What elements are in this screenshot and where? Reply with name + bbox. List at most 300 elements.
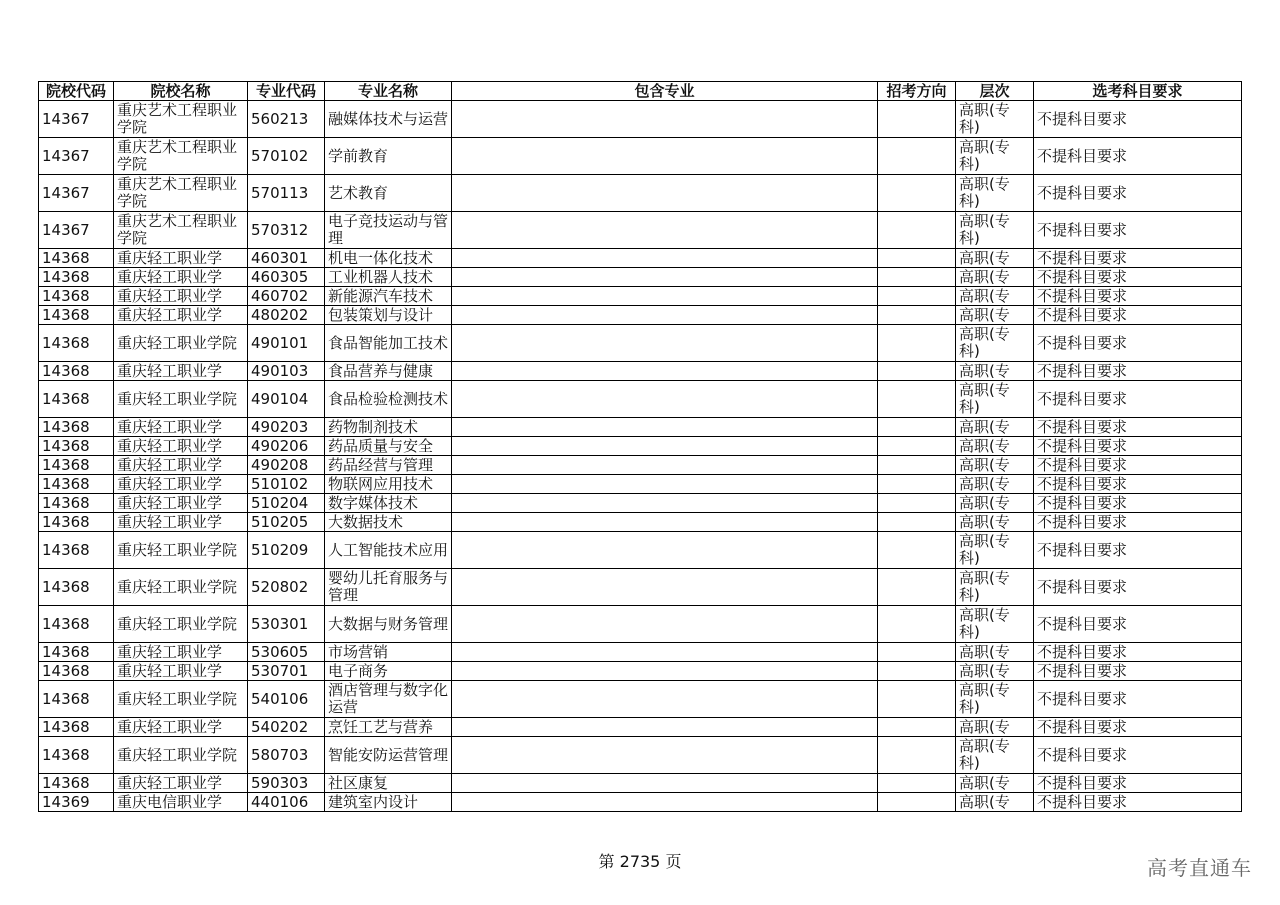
cell-major-code bbox=[248, 494, 325, 513]
cell-level bbox=[956, 212, 1034, 249]
page-number: 第 2735 页 bbox=[598, 852, 682, 871]
cell-level bbox=[956, 418, 1034, 437]
cell-included-majors bbox=[452, 268, 878, 287]
cell-major-code-text: 490101 bbox=[251, 334, 309, 352]
cell-direction-text bbox=[881, 719, 952, 736]
cell-major-code bbox=[248, 175, 325, 212]
cell-school-name-text: 重庆轻工职业学 bbox=[117, 306, 223, 324]
cell-included-majors bbox=[452, 249, 878, 268]
cell-level bbox=[956, 774, 1034, 793]
cell-included-majors bbox=[452, 532, 878, 569]
cell-school-name-text: 重庆轻工职业学院 bbox=[117, 615, 238, 633]
cell-level-text: 高职(专科) bbox=[959, 607, 1010, 641]
cell-major-code bbox=[248, 138, 325, 175]
table-row bbox=[39, 606, 1242, 643]
cell-subject-requirement bbox=[1034, 662, 1242, 681]
cell-level-text: 高职(专科) bbox=[959, 326, 1010, 360]
cell-level-text: 高职(专科) bbox=[959, 213, 1010, 247]
cell-included-majors-text bbox=[455, 719, 874, 736]
cell-major-code bbox=[248, 774, 325, 793]
header-level: 层次 bbox=[956, 82, 1034, 101]
cell-direction-text bbox=[881, 288, 952, 305]
cell-school-name bbox=[114, 456, 248, 475]
cell-level-text: 高职(专 bbox=[959, 513, 1010, 531]
cell-school-name-text: 重庆轻工职业学 bbox=[117, 662, 223, 680]
cell-included-majors bbox=[452, 138, 878, 175]
cell-direction bbox=[878, 737, 956, 774]
cell-major-name-text: 融媒体技术与运营 bbox=[328, 110, 448, 128]
cell-subject-requirement-text: 不提科目要求 bbox=[1037, 793, 1128, 811]
cell-major-code bbox=[248, 606, 325, 643]
cell-subject-requirement-text: 不提科目要求 bbox=[1037, 221, 1128, 239]
cell-school-code-text: 14368 bbox=[42, 513, 90, 531]
cell-subject-requirement-text: 不提科目要求 bbox=[1037, 184, 1128, 202]
cell-major-name-text: 大数据与财务管理 bbox=[328, 615, 448, 633]
cell-included-majors bbox=[452, 681, 878, 718]
cell-subject-requirement-text: 不提科目要求 bbox=[1037, 147, 1128, 165]
cell-school-name bbox=[114, 681, 248, 718]
cell-level bbox=[956, 287, 1034, 306]
cell-school-name-text: 重庆轻工职业学 bbox=[117, 437, 223, 455]
cell-school-name-text: 重庆轻工职业学院 bbox=[117, 334, 238, 352]
table-row bbox=[39, 475, 1242, 494]
table-row bbox=[39, 212, 1242, 249]
cell-included-majors-text bbox=[455, 495, 874, 512]
cell-direction bbox=[878, 643, 956, 662]
cell-major-name bbox=[325, 287, 452, 306]
cell-included-majors bbox=[452, 175, 878, 212]
cell-major-code-text: 570113 bbox=[251, 184, 309, 202]
cell-level bbox=[956, 606, 1034, 643]
cell-school-name-text: 重庆艺术工程职业学院 bbox=[117, 102, 238, 136]
cell-level bbox=[956, 494, 1034, 513]
cell-school-name-text: 重庆轻工职业学院 bbox=[117, 690, 238, 708]
cell-major-name bbox=[325, 325, 452, 362]
cell-school-code bbox=[39, 212, 114, 249]
cell-school-name bbox=[114, 793, 248, 812]
cell-major-name bbox=[325, 456, 452, 475]
cell-level-text: 高职(专 bbox=[959, 287, 1010, 305]
cell-subject-requirement bbox=[1034, 569, 1242, 606]
cell-direction-text bbox=[881, 457, 952, 474]
admissions-table bbox=[38, 81, 1242, 812]
cell-major-code bbox=[248, 268, 325, 287]
cell-school-code-text: 14368 bbox=[42, 541, 90, 559]
cell-subject-requirement bbox=[1034, 774, 1242, 793]
cell-major-name-text: 电子竞技运动与管理 bbox=[328, 213, 448, 247]
table-row bbox=[39, 175, 1242, 212]
cell-school-name-text: 重庆轻工职业学 bbox=[117, 494, 223, 512]
table-row bbox=[39, 513, 1242, 532]
cell-subject-requirement-text: 不提科目要求 bbox=[1037, 334, 1128, 352]
cell-direction bbox=[878, 381, 956, 418]
cell-direction bbox=[878, 287, 956, 306]
cell-level bbox=[956, 138, 1034, 175]
cell-major-name-text: 药物制剂技术 bbox=[328, 418, 419, 436]
cell-school-name bbox=[114, 381, 248, 418]
cell-included-majors-text bbox=[455, 269, 874, 286]
cell-major-code-text: 530301 bbox=[251, 615, 309, 633]
cell-direction bbox=[878, 475, 956, 494]
cell-subject-requirement-text: 不提科目要求 bbox=[1037, 475, 1128, 493]
cell-major-code-text: 460301 bbox=[251, 249, 309, 267]
cell-school-code-text: 14369 bbox=[42, 793, 90, 811]
cell-level-text: 高职(专 bbox=[959, 793, 1010, 811]
cell-included-majors bbox=[452, 437, 878, 456]
cell-major-name-text: 酒店管理与数字化运营 bbox=[328, 682, 448, 716]
table-row bbox=[39, 268, 1242, 287]
cell-direction bbox=[878, 437, 956, 456]
cell-subject-requirement bbox=[1034, 306, 1242, 325]
cell-direction bbox=[878, 325, 956, 362]
cell-direction-text bbox=[881, 794, 952, 811]
cell-major-name-text: 食品营养与健康 bbox=[328, 362, 434, 380]
cell-included-majors-text bbox=[455, 663, 874, 680]
cell-major-code-text: 530701 bbox=[251, 662, 309, 680]
cell-major-name bbox=[325, 681, 452, 718]
cell-school-code-text: 14368 bbox=[42, 774, 90, 792]
cell-direction-text bbox=[881, 514, 952, 531]
cell-major-name bbox=[325, 662, 452, 681]
table-row bbox=[39, 306, 1242, 325]
cell-level-text: 高职(专 bbox=[959, 306, 1010, 324]
cell-major-name-text: 食品智能加工技术 bbox=[328, 334, 448, 352]
cell-included-majors bbox=[452, 494, 878, 513]
cell-major-code bbox=[248, 287, 325, 306]
header-subject-requirement: 选考科目要求 bbox=[1034, 82, 1242, 101]
cell-level-text: 高职(专 bbox=[959, 437, 1010, 455]
cell-school-code bbox=[39, 569, 114, 606]
cell-included-majors bbox=[452, 793, 878, 812]
cell-school-code-text: 14368 bbox=[42, 718, 90, 736]
cell-included-majors-text bbox=[455, 419, 874, 436]
cell-school-code bbox=[39, 774, 114, 793]
cell-subject-requirement-text: 不提科目要求 bbox=[1037, 287, 1128, 305]
cell-major-code-text: 580703 bbox=[251, 746, 309, 764]
cell-subject-requirement-text: 不提科目要求 bbox=[1037, 249, 1128, 267]
cell-major-name-text: 包装策划与设计 bbox=[328, 306, 434, 324]
cell-school-name bbox=[114, 138, 248, 175]
cell-included-majors-text bbox=[455, 794, 874, 811]
cell-school-code bbox=[39, 268, 114, 287]
cell-major-code bbox=[248, 249, 325, 268]
cell-level-text: 高职(专 bbox=[959, 774, 1010, 792]
cell-school-code bbox=[39, 606, 114, 643]
cell-school-code bbox=[39, 532, 114, 569]
cell-direction-text bbox=[881, 775, 952, 792]
cell-school-code bbox=[39, 718, 114, 737]
cell-level bbox=[956, 513, 1034, 532]
cell-level-text: 高职(专 bbox=[959, 249, 1010, 267]
table-row bbox=[39, 737, 1242, 774]
table-row bbox=[39, 381, 1242, 418]
cell-major-name-text: 建筑室内设计 bbox=[328, 793, 419, 811]
cell-school-code bbox=[39, 418, 114, 437]
cell-direction bbox=[878, 606, 956, 643]
cell-level-text: 高职(专 bbox=[959, 662, 1010, 680]
table-row bbox=[39, 662, 1242, 681]
cell-school-code-text: 14368 bbox=[42, 662, 90, 680]
cell-school-code-text: 14368 bbox=[42, 249, 90, 267]
cell-subject-requirement bbox=[1034, 606, 1242, 643]
cell-major-code-text: 510102 bbox=[251, 475, 309, 493]
cell-school-name-text: 重庆轻工职业学 bbox=[117, 513, 223, 531]
cell-included-majors bbox=[452, 212, 878, 249]
cell-school-code-text: 14368 bbox=[42, 390, 90, 408]
cell-major-name-text: 物联网应用技术 bbox=[328, 475, 434, 493]
cell-included-majors bbox=[452, 475, 878, 494]
cell-school-name bbox=[114, 662, 248, 681]
cell-included-majors-text bbox=[455, 307, 874, 324]
cell-school-code-text: 14368 bbox=[42, 456, 90, 474]
cell-included-majors bbox=[452, 774, 878, 793]
cell-major-code-text: 490208 bbox=[251, 456, 309, 474]
cell-major-name bbox=[325, 643, 452, 662]
cell-school-code bbox=[39, 101, 114, 138]
cell-level bbox=[956, 569, 1034, 606]
cell-major-name bbox=[325, 569, 452, 606]
cell-direction-text bbox=[881, 663, 952, 680]
cell-school-name bbox=[114, 774, 248, 793]
cell-school-name bbox=[114, 513, 248, 532]
cell-subject-requirement-text: 不提科目要求 bbox=[1037, 437, 1128, 455]
cell-major-code-text: 510205 bbox=[251, 513, 309, 531]
cell-subject-requirement bbox=[1034, 249, 1242, 268]
cell-included-majors bbox=[452, 418, 878, 437]
header-school-name: 院校名称 bbox=[114, 82, 248, 101]
cell-major-code-text: 520802 bbox=[251, 578, 309, 596]
table-row bbox=[39, 101, 1242, 138]
cell-major-name bbox=[325, 212, 452, 249]
cell-school-code-text: 14368 bbox=[42, 690, 90, 708]
cell-major-name bbox=[325, 362, 452, 381]
cell-school-code-text: 14368 bbox=[42, 418, 90, 436]
cell-level bbox=[956, 381, 1034, 418]
cell-major-code bbox=[248, 793, 325, 812]
cell-subject-requirement bbox=[1034, 437, 1242, 456]
cell-direction bbox=[878, 362, 956, 381]
cell-school-code bbox=[39, 643, 114, 662]
cell-level bbox=[956, 249, 1034, 268]
cell-subject-requirement bbox=[1034, 494, 1242, 513]
cell-school-code-text: 14368 bbox=[42, 494, 90, 512]
table-row bbox=[39, 287, 1242, 306]
cell-school-name bbox=[114, 101, 248, 138]
cell-included-majors-text bbox=[455, 457, 874, 474]
table-row bbox=[39, 362, 1242, 381]
cell-major-code bbox=[248, 513, 325, 532]
cell-school-code-text: 14368 bbox=[42, 362, 90, 380]
cell-major-code-text: 490206 bbox=[251, 437, 309, 455]
cell-major-code-text: 490104 bbox=[251, 390, 309, 408]
cell-direction bbox=[878, 212, 956, 249]
cell-major-name-text: 人工智能技术应用 bbox=[328, 541, 448, 559]
table-row bbox=[39, 418, 1242, 437]
cell-major-name-text: 新能源汽车技术 bbox=[328, 287, 434, 305]
cell-school-name-text: 重庆轻工职业学院 bbox=[117, 390, 238, 408]
cell-level bbox=[956, 737, 1034, 774]
cell-direction-text bbox=[881, 250, 952, 267]
cell-level-text: 高职(专 bbox=[959, 418, 1010, 436]
cell-school-name bbox=[114, 418, 248, 437]
cell-school-name-text: 重庆轻工职业学 bbox=[117, 456, 223, 474]
cell-school-code bbox=[39, 737, 114, 774]
cell-subject-requirement bbox=[1034, 138, 1242, 175]
cell-subject-requirement-text: 不提科目要求 bbox=[1037, 456, 1128, 474]
cell-subject-requirement-text: 不提科目要求 bbox=[1037, 746, 1128, 764]
cell-subject-requirement-text: 不提科目要求 bbox=[1037, 662, 1128, 680]
cell-subject-requirement-text: 不提科目要求 bbox=[1037, 110, 1128, 128]
cell-level bbox=[956, 175, 1034, 212]
cell-level-text: 高职(专 bbox=[959, 268, 1010, 286]
cell-level bbox=[956, 306, 1034, 325]
cell-direction-text bbox=[881, 363, 952, 380]
cell-included-majors-text bbox=[455, 438, 874, 455]
cell-level-text: 高职(专科) bbox=[959, 738, 1010, 772]
cell-school-name bbox=[114, 643, 248, 662]
cell-subject-requirement bbox=[1034, 475, 1242, 494]
cell-subject-requirement bbox=[1034, 418, 1242, 437]
cell-major-name bbox=[325, 475, 452, 494]
header-major-name: 专业名称 bbox=[325, 82, 452, 101]
cell-major-name-text: 大数据技术 bbox=[328, 513, 404, 531]
cell-level bbox=[956, 456, 1034, 475]
cell-school-code-text: 14368 bbox=[42, 578, 90, 596]
cell-school-name-text: 重庆轻工职业学院 bbox=[117, 578, 238, 596]
cell-major-name bbox=[325, 268, 452, 287]
cell-major-name-text: 工业机器人技术 bbox=[328, 268, 434, 286]
cell-subject-requirement bbox=[1034, 362, 1242, 381]
cell-school-code bbox=[39, 513, 114, 532]
cell-school-name-text: 重庆轻工职业学 bbox=[117, 475, 223, 493]
cell-included-majors bbox=[452, 737, 878, 774]
cell-direction bbox=[878, 793, 956, 812]
cell-subject-requirement bbox=[1034, 175, 1242, 212]
cell-direction-text bbox=[881, 495, 952, 512]
cell-school-name bbox=[114, 569, 248, 606]
cell-major-name-text: 社区康复 bbox=[328, 774, 389, 792]
cell-subject-requirement bbox=[1034, 456, 1242, 475]
cell-included-majors bbox=[452, 569, 878, 606]
cell-school-code-text: 14368 bbox=[42, 746, 90, 764]
cell-subject-requirement-text: 不提科目要求 bbox=[1037, 578, 1128, 596]
cell-school-name bbox=[114, 362, 248, 381]
cell-subject-requirement bbox=[1034, 212, 1242, 249]
cell-major-code bbox=[248, 325, 325, 362]
cell-direction bbox=[878, 569, 956, 606]
cell-included-majors-text bbox=[455, 644, 874, 661]
cell-major-name-text: 数字媒体技术 bbox=[328, 494, 419, 512]
cell-school-name bbox=[114, 437, 248, 456]
cell-major-code bbox=[248, 362, 325, 381]
cell-school-name bbox=[114, 737, 248, 774]
cell-school-name bbox=[114, 475, 248, 494]
cell-direction-text bbox=[881, 438, 952, 455]
cell-level bbox=[956, 475, 1034, 494]
cell-school-name-text: 重庆艺术工程职业学院 bbox=[117, 139, 238, 173]
cell-major-name bbox=[325, 101, 452, 138]
cell-school-name bbox=[114, 175, 248, 212]
cell-major-code-text: 440106 bbox=[251, 793, 309, 811]
cell-school-name-text: 重庆电信职业学 bbox=[117, 793, 223, 811]
cell-direction bbox=[878, 513, 956, 532]
cell-major-name bbox=[325, 774, 452, 793]
cell-direction bbox=[878, 101, 956, 138]
cell-level-text: 高职(专 bbox=[959, 643, 1010, 661]
cell-level bbox=[956, 437, 1034, 456]
header-major-code: 专业代码 bbox=[248, 82, 325, 101]
cell-direction-text bbox=[881, 419, 952, 436]
cell-included-majors-text bbox=[455, 250, 874, 267]
cell-school-name bbox=[114, 249, 248, 268]
cell-major-name-text: 药品质量与安全 bbox=[328, 437, 434, 455]
cell-direction bbox=[878, 175, 956, 212]
cell-subject-requirement bbox=[1034, 681, 1242, 718]
cell-school-name bbox=[114, 606, 248, 643]
cell-school-code bbox=[39, 456, 114, 475]
cell-direction bbox=[878, 532, 956, 569]
cell-major-code bbox=[248, 681, 325, 718]
cell-included-majors bbox=[452, 325, 878, 362]
cell-included-majors bbox=[452, 456, 878, 475]
cell-direction bbox=[878, 268, 956, 287]
cell-major-name bbox=[325, 606, 452, 643]
cell-major-code bbox=[248, 737, 325, 774]
cell-major-name bbox=[325, 513, 452, 532]
cell-school-code-text: 14368 bbox=[42, 268, 90, 286]
cell-subject-requirement-text: 不提科目要求 bbox=[1037, 774, 1128, 792]
cell-level-text: 高职(专 bbox=[959, 362, 1010, 380]
cell-included-majors bbox=[452, 643, 878, 662]
cell-school-code bbox=[39, 381, 114, 418]
cell-level-text: 高职(专科) bbox=[959, 533, 1010, 567]
header-included-majors: 包含专业 bbox=[452, 82, 878, 101]
cell-direction bbox=[878, 774, 956, 793]
table-row bbox=[39, 138, 1242, 175]
table-row bbox=[39, 681, 1242, 718]
cell-level bbox=[956, 718, 1034, 737]
cell-included-majors bbox=[452, 606, 878, 643]
cell-school-code bbox=[39, 662, 114, 681]
cell-subject-requirement-text: 不提科目要求 bbox=[1037, 390, 1128, 408]
cell-level bbox=[956, 325, 1034, 362]
cell-subject-requirement-text: 不提科目要求 bbox=[1037, 643, 1128, 661]
cell-subject-requirement-text: 不提科目要求 bbox=[1037, 541, 1128, 559]
cell-school-code-text: 14368 bbox=[42, 437, 90, 455]
cell-school-name bbox=[114, 306, 248, 325]
cell-major-name bbox=[325, 138, 452, 175]
table-row bbox=[39, 494, 1242, 513]
cell-subject-requirement-text: 不提科目要求 bbox=[1037, 718, 1128, 736]
cell-level-text: 高职(专科) bbox=[959, 176, 1010, 210]
cell-subject-requirement bbox=[1034, 325, 1242, 362]
cell-school-name-text: 重庆轻工职业学 bbox=[117, 718, 223, 736]
cell-school-name bbox=[114, 718, 248, 737]
table-row bbox=[39, 456, 1242, 475]
cell-major-code bbox=[248, 101, 325, 138]
cell-subject-requirement bbox=[1034, 532, 1242, 569]
cell-school-name bbox=[114, 325, 248, 362]
cell-major-code-text: 490203 bbox=[251, 418, 309, 436]
cell-included-majors bbox=[452, 662, 878, 681]
cell-major-name-text: 婴幼儿托育服务与管理 bbox=[328, 570, 448, 604]
cell-subject-requirement bbox=[1034, 737, 1242, 774]
cell-school-code-text: 14368 bbox=[42, 475, 90, 493]
cell-subject-requirement bbox=[1034, 793, 1242, 812]
cell-level bbox=[956, 268, 1034, 287]
cell-level bbox=[956, 681, 1034, 718]
cell-subject-requirement bbox=[1034, 381, 1242, 418]
